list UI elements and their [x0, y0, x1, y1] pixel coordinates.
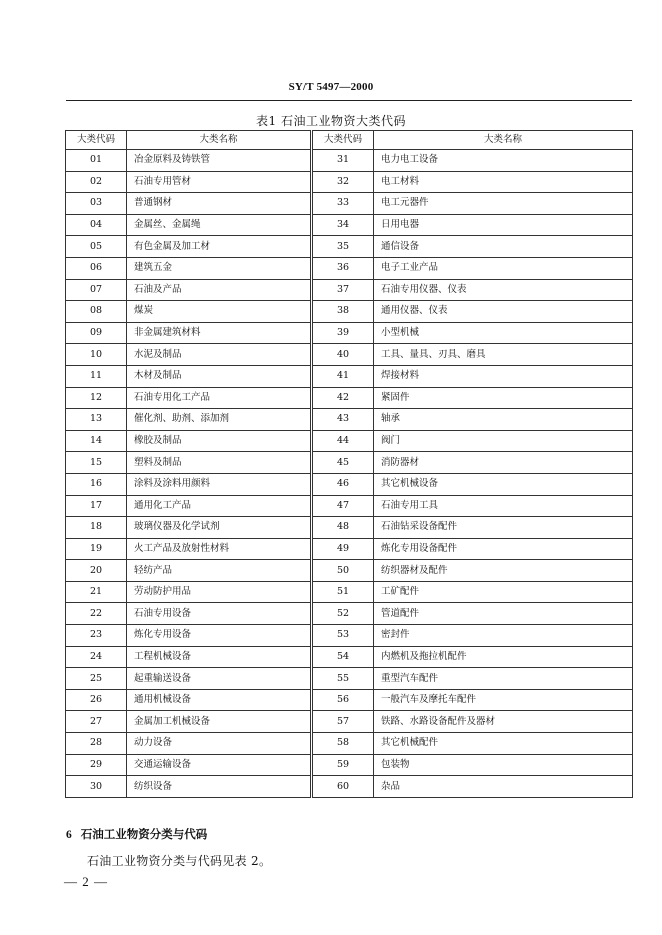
right-category-name: 包装物 [374, 754, 633, 776]
left-category-code: 27 [66, 711, 127, 733]
table-header-row [66, 131, 633, 150]
section-number: 6 [66, 829, 72, 841]
right-category-name: 石油专用仪器、仪表 [374, 279, 633, 301]
table-row [66, 517, 633, 539]
left-category-code: 23 [66, 625, 127, 647]
table-row [66, 538, 633, 560]
left-category-name: 火工产品及放射性材料 [127, 538, 312, 560]
left-category-name: 木材及制品 [127, 365, 312, 387]
left-category-name: 普通钢材 [127, 193, 312, 215]
left-category-name: 金属加工机械设备 [127, 711, 312, 733]
left-category-code: 12 [66, 387, 127, 409]
left-category-name: 有色金属及加工材 [127, 236, 312, 258]
table-row [66, 387, 633, 409]
right-category-code: 55 [312, 668, 374, 690]
left-category-code: 03 [66, 193, 127, 215]
table-row [66, 603, 633, 625]
right-category-code: 35 [312, 236, 374, 258]
left-category-code: 08 [66, 301, 127, 323]
left-category-name: 动力设备 [127, 733, 312, 755]
right-category-name: 石油钻采设备配件 [374, 517, 633, 539]
left-category-code: 06 [66, 257, 127, 279]
left-category-code: 15 [66, 452, 127, 474]
table-row [66, 560, 633, 582]
right-category-name: 日用电器 [374, 214, 633, 236]
left-category-code: 21 [66, 581, 127, 603]
section-heading [66, 826, 207, 842]
left-category-name: 建筑五金 [127, 257, 312, 279]
right-category-code: 53 [312, 625, 374, 647]
table-row [66, 733, 633, 755]
right-category-code: 47 [312, 495, 374, 517]
right-category-code: 54 [312, 646, 374, 668]
left-category-name: 石油专用化工产品 [127, 387, 312, 409]
left-category-name: 工程机械设备 [127, 646, 312, 668]
table-row [66, 581, 633, 603]
left-category-name: 冶金原料及铸铁管 [127, 150, 312, 172]
left-category-name: 石油及产品 [127, 279, 312, 301]
left-category-name: 催化剂、助剂、添加剂 [127, 409, 312, 431]
right-category-name: 工矿配件 [374, 581, 633, 603]
right-category-code: 59 [312, 754, 374, 776]
left-category-name: 石油专用设备 [127, 603, 312, 625]
table-row [66, 301, 633, 323]
table-row [66, 625, 633, 647]
right-category-name: 重型汽车配件 [374, 668, 633, 690]
page-number: — 2 — [64, 874, 108, 889]
left-category-code: 28 [66, 733, 127, 755]
left-category-code: 09 [66, 322, 127, 344]
left-category-code: 11 [66, 365, 127, 387]
left-category-code: 30 [66, 776, 127, 798]
table-title: 表1 石油工业物资大类代码 [256, 114, 406, 128]
left-category-code: 10 [66, 344, 127, 366]
table-row [66, 754, 633, 776]
table-row [66, 711, 633, 733]
left-category-name: 起重输送设备 [127, 668, 312, 690]
right-category-code: 37 [312, 279, 374, 301]
right-category-code: 52 [312, 603, 374, 625]
header-rule [66, 100, 632, 101]
right-category-name: 内燃机及拖拉机配件 [374, 646, 633, 668]
left-category-code: 05 [66, 236, 127, 258]
table-row [66, 689, 633, 711]
right-category-code: 57 [312, 711, 374, 733]
table-row [66, 452, 633, 474]
right-category-name: 轴承 [374, 409, 633, 431]
table-row [66, 473, 633, 495]
right-category-name: 电工元器件 [374, 193, 633, 215]
right-category-code: 41 [312, 365, 374, 387]
left-category-name: 煤炭 [127, 301, 312, 323]
left-category-name: 塑料及制品 [127, 452, 312, 474]
right-category-code: 58 [312, 733, 374, 755]
left-category-name: 玻璃仪器及化学试剂 [127, 517, 312, 539]
table-body [66, 150, 633, 798]
right-category-name: 一般汽车及摩托车配件 [374, 689, 633, 711]
right-category-code: 51 [312, 581, 374, 603]
right-category-code: 34 [312, 214, 374, 236]
right-category-name: 纺织器材及配件 [374, 560, 633, 582]
left-category-code: 24 [66, 646, 127, 668]
left-category-name: 劳动防护用品 [127, 581, 312, 603]
right-category-name: 管道配件 [374, 603, 633, 625]
table-row [66, 171, 633, 193]
right-category-code: 32 [312, 171, 374, 193]
right-category-name: 电子工业产品 [374, 257, 633, 279]
right-category-code: 40 [312, 344, 374, 366]
table-row [66, 150, 633, 172]
right-category-name: 通用仪器、仪表 [374, 301, 633, 323]
left-category-code: 19 [66, 538, 127, 560]
right-category-name: 通信设备 [374, 236, 633, 258]
right-category-code: 45 [312, 452, 374, 474]
left-category-code: 29 [66, 754, 127, 776]
table-row [66, 322, 633, 344]
right-category-code: 39 [312, 322, 374, 344]
left-category-name: 非金属建筑材料 [127, 322, 312, 344]
right-category-code: 36 [312, 257, 374, 279]
table-row [66, 776, 633, 798]
table-row [66, 214, 633, 236]
table-row [66, 430, 633, 452]
header-name-left: 大类名称 [127, 131, 312, 150]
right-category-code: 46 [312, 473, 374, 495]
right-category-name: 密封件 [374, 625, 633, 647]
left-category-code: 16 [66, 473, 127, 495]
right-category-code: 60 [312, 776, 374, 798]
right-category-name: 阀门 [374, 430, 633, 452]
header-name-right: 大类名称 [374, 131, 633, 150]
left-category-code: 13 [66, 409, 127, 431]
left-category-name: 水泥及制品 [127, 344, 312, 366]
left-category-code: 26 [66, 689, 127, 711]
left-category-name: 涂料及涂料用颜料 [127, 473, 312, 495]
left-category-name: 通用机械设备 [127, 689, 312, 711]
right-category-name: 紧固件 [374, 387, 633, 409]
section-title: 石油工业物资分类与代码 [80, 827, 208, 841]
right-category-code: 50 [312, 560, 374, 582]
right-category-name: 炼化专用设备配件 [374, 538, 633, 560]
right-category-name: 工具、量具、刃具、磨具 [374, 344, 633, 366]
table-row [66, 236, 633, 258]
table-row [66, 257, 633, 279]
table-row [66, 344, 633, 366]
table-row [66, 193, 633, 215]
left-category-name: 金属丝、金属绳 [127, 214, 312, 236]
right-category-code: 49 [312, 538, 374, 560]
left-category-name: 炼化专用设备 [127, 625, 312, 647]
right-category-code: 56 [312, 689, 374, 711]
right-category-name: 焊接材料 [374, 365, 633, 387]
left-category-code: 02 [66, 171, 127, 193]
right-category-name: 小型机械 [374, 322, 633, 344]
left-category-code: 20 [66, 560, 127, 582]
header-code-right: 大类代码 [312, 131, 374, 150]
right-category-name: 杂品 [374, 776, 633, 798]
table-row [66, 495, 633, 517]
table-header [66, 131, 633, 150]
left-category-code: 17 [66, 495, 127, 517]
right-category-code: 43 [312, 409, 374, 431]
table-row [66, 668, 633, 690]
left-category-code: 25 [66, 668, 127, 690]
table-row [66, 646, 633, 668]
right-category-name: 电工材料 [374, 171, 633, 193]
right-category-code: 38 [312, 301, 374, 323]
left-category-name: 交通运输设备 [127, 754, 312, 776]
left-category-name: 橡胶及制品 [127, 430, 312, 452]
left-category-name: 轻纺产品 [127, 560, 312, 582]
section-body-text: 石油工业物资分类与代码见表 2。 [87, 854, 272, 868]
right-category-name: 消防器材 [374, 452, 633, 474]
left-category-name: 石油专用管材 [127, 171, 312, 193]
right-category-name: 铁路、水路设备配件及器材 [374, 711, 633, 733]
category-code-table [65, 130, 633, 798]
right-category-name: 其它机械配件 [374, 733, 633, 755]
right-category-code: 44 [312, 430, 374, 452]
standard-code: SY/T 5497—2000 [288, 81, 374, 93]
left-category-code: 22 [66, 603, 127, 625]
right-category-code: 48 [312, 517, 374, 539]
left-category-name: 通用化工产品 [127, 495, 312, 517]
table-row [66, 279, 633, 301]
right-category-name: 电力电工设备 [374, 150, 633, 172]
header-code-left: 大类代码 [66, 131, 127, 150]
left-category-code: 07 [66, 279, 127, 301]
left-category-name: 纺织设备 [127, 776, 312, 798]
right-category-name: 其它机械设备 [374, 473, 633, 495]
left-category-code: 18 [66, 517, 127, 539]
right-category-code: 33 [312, 193, 374, 215]
left-category-code: 14 [66, 430, 127, 452]
right-category-code: 31 [312, 150, 374, 172]
right-category-name: 石油专用工具 [374, 495, 633, 517]
right-category-code: 42 [312, 387, 374, 409]
table-row [66, 365, 633, 387]
left-category-code: 04 [66, 214, 127, 236]
table-row [66, 409, 633, 431]
left-category-code: 01 [66, 150, 127, 172]
